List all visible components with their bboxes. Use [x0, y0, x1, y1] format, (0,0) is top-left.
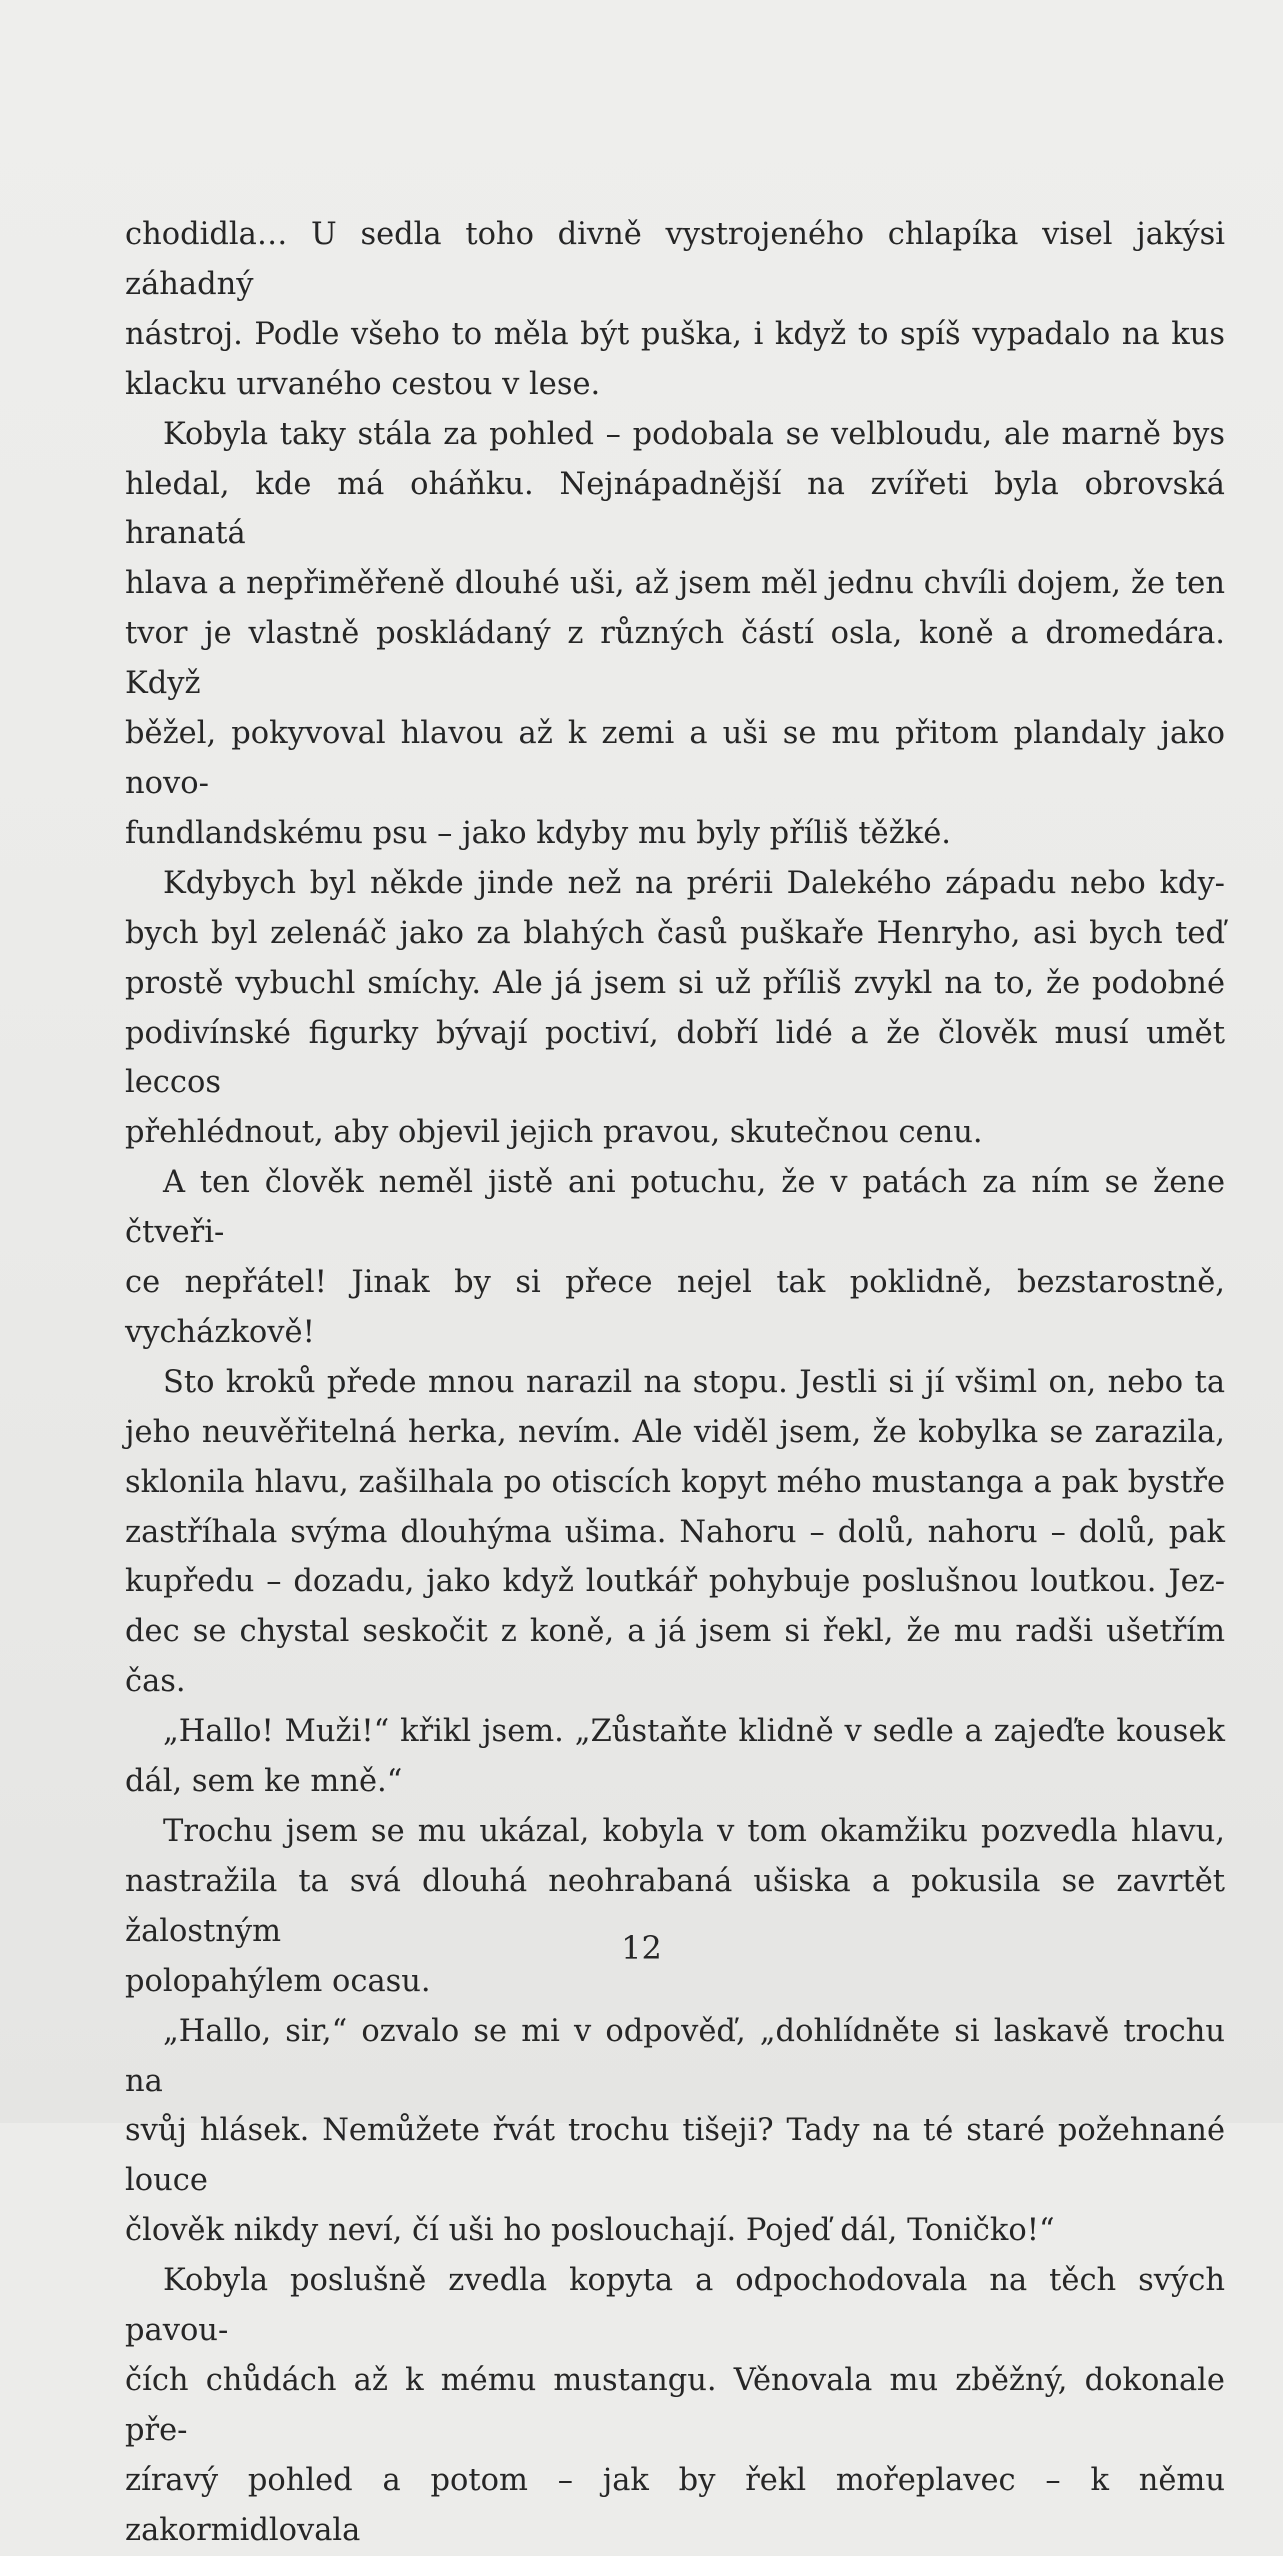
- text-line: běžel, pokyvoval hlavou až k zemi a uši se mu přitom plandaly jako novo-: [125, 716, 1225, 801]
- text-line: nástroj. Podle všeho to měla být puška, i když to spíš vypadalo na kus: [125, 316, 1225, 352]
- text-line: Kdybych byl někde jinde než na prérii Dalekého západu nebo kdy-: [163, 865, 1225, 901]
- text-line: zíravý pohled a potom – jak by řekl mořeplavec – k němu zakormidlovala: [125, 2462, 1225, 2548]
- text-line: ce nepřátel! Jinak by si přece nejel tak poklidně, bezstarostně, vycházkově!: [125, 1265, 1225, 1350]
- text-line: Kobyla poslušně zvedla kopyta a odpochodovala na těch svých pavou-: [125, 2263, 1225, 2349]
- text-line: chodidla… U sedla toho divně vystrojeného chlapíka visel jakýsi záhadný: [125, 217, 1225, 302]
- text-line: kupředu – dozadu, jako když loutkář pohybuje poslušnou loutkou. Jez-: [125, 1564, 1225, 1600]
- body-text: [125, 210, 1225, 2556]
- text-line: Kobyla taky stála za pohled – podobala se velbloudu, ale marně bys: [163, 416, 1225, 452]
- text-line: člověk nikdy neví, čí uši ho poslouchají. Pojeď dál, Toničko!“: [125, 2213, 1055, 2249]
- text-line: klacku urvaného cestou v lese.: [125, 366, 601, 402]
- text-line: hledal, kde má oháňku. Nejnápadnější na zvířeti byla obrovská hranatá: [125, 466, 1225, 552]
- text-line: dec se chystal seskočit z koně, a já jsem si řekl, že mu radši ušetřím čas.: [125, 1614, 1225, 1700]
- text-line: jeho neuvěřitelná herka, nevím. Ale viděl jsem, že kobylka se zarazila,: [125, 1414, 1225, 1450]
- page-number: 12: [621, 1929, 662, 1967]
- text-line: nastražila ta svá dlouhá neohrabaná ušiska a pokusila se zavrtět žalostným: [125, 1863, 1225, 1949]
- text-line: hlava a nepřiměřeně dlouhé uši, až jsem měl jednu chvíli dojem, že ten: [125, 566, 1225, 602]
- text-line: „Hallo! Muži!“ křikl jsem. „Zůstaňte klidně v sedle a zajeďte kousek: [163, 1714, 1225, 1750]
- text-line: svůj hlásek. Nemůžete řvát trochu tišeji? Tady na té staré požehnané louce: [125, 2113, 1225, 2199]
- text-line: Trochu jsem se mu ukázal, kobyla v tom okamžiku pozvedla hlavu,: [163, 1814, 1225, 1849]
- text-line: Sto kroků přede mnou narazil na stopu. Jestli si jí všiml on, nebo ta: [163, 1364, 1225, 1400]
- text-line: fundlandskému psu – jako kdyby mu byly příliš těžké.: [125, 815, 951, 851]
- text-line: prostě vybuchl smíchy. Ale já jsem si už příliš zvykl na to, že podobné: [125, 965, 1225, 1001]
- text-line: sklonila hlavu, zašilhala po otiscích kopyt mého mustanga a pak bystře: [125, 1464, 1225, 1500]
- text-line: A ten člověk neměl jistě ani potuchu, že v patách za ním se žene čtveři-: [125, 1165, 1225, 1251]
- text-line: „Hallo, sir,“ ozvalo se mi v odpověď, „dohlídněte si laskavě trochu na: [125, 2013, 1225, 2099]
- text-line: bych byl zelenáč jako za blahých časů puškaře Henryho, asi bych teď: [125, 915, 1225, 951]
- text-line: čích chůdách až k mému mustangu. Věnovala mu zběžný, dokonale pře-: [125, 2362, 1225, 2448]
- text-line: přehlédnout, aby objevil jejich pravou, skutečnou cenu.: [125, 1115, 983, 1151]
- text-line: zastříhala svýma dlouhýma ušima. Nahoru – dolů, nahoru – dolů, pak: [125, 1514, 1225, 1550]
- text-line: podivínské figurky bývají poctiví, dobří lidé a že člověk musí umět leccos: [125, 1015, 1225, 1101]
- text-line: tvor je vlastně poskládaný z různých částí osla, koně a dromedára. Když: [125, 616, 1225, 702]
- text-line: polopahýlem ocasu.: [125, 1963, 431, 1999]
- text-line: dál, sem ke mně.“: [125, 1764, 403, 1800]
